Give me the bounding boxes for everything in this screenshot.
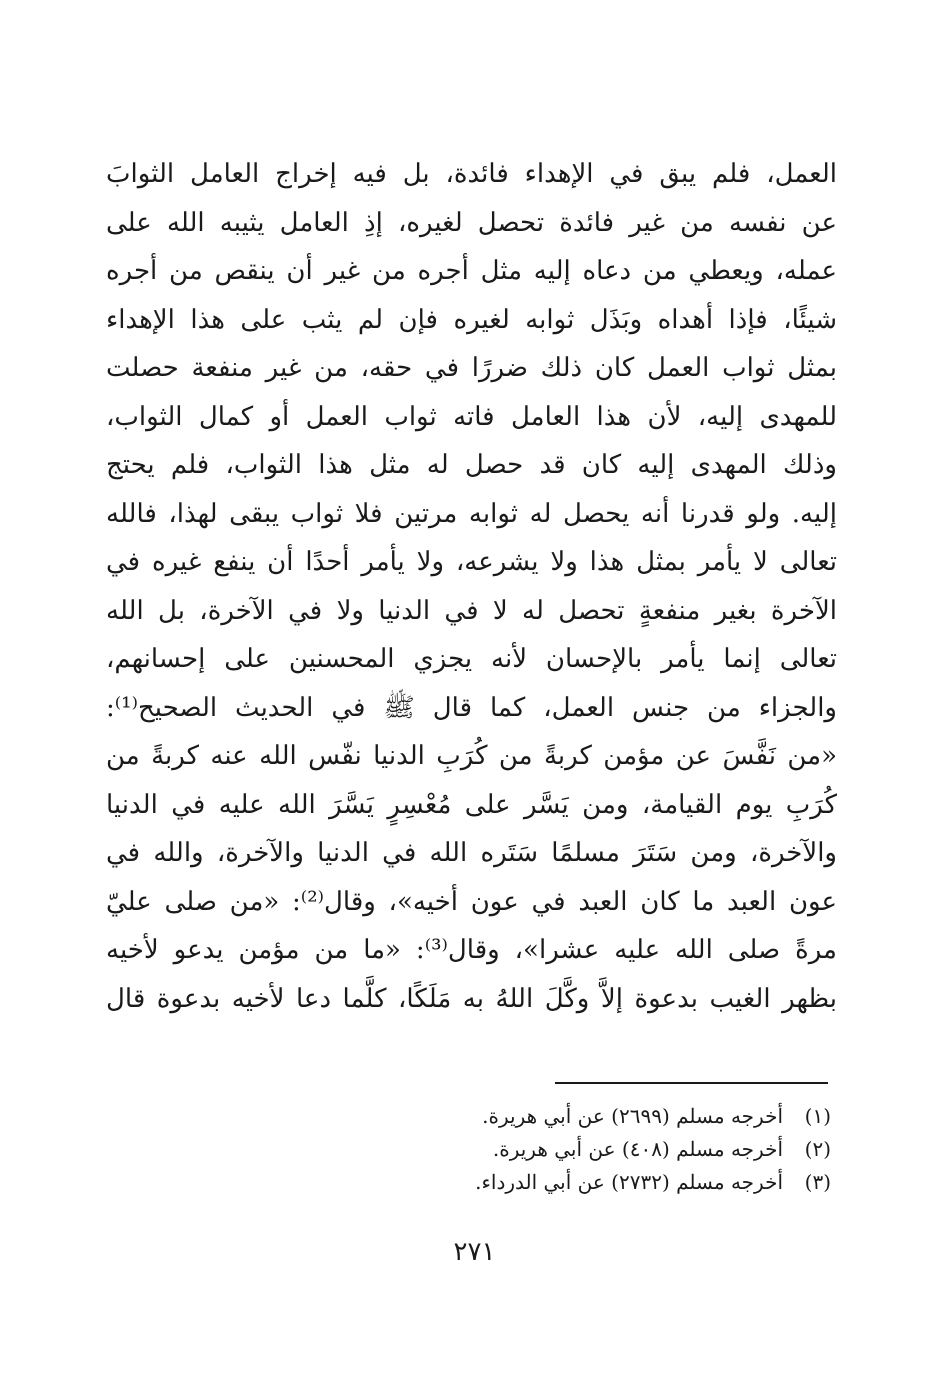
text-line-7: وذلك المهدى إليه كان قد حصل له مثل هذا الثواب، فلم يحتج [106, 450, 837, 480]
footnote-2-text: أخرجه مسلم (٤٠٨) عن أبي هريرة. [492, 1137, 783, 1161]
text-line-5: بمثل ثواب العمل كان ذلك ضررًا في حقه، من غير منفعة حصلت [106, 353, 837, 383]
text-line-12: والجزاء من جنس العمل، كما قال ﷺ في الحديث الصحيح⁽¹⁾: [106, 692, 837, 723]
footnote-3-text: أخرجه مسلم (٢٧٣٢) عن أبي الدرداء. [475, 1170, 783, 1194]
text-line-8: إليه. ولو قدرنا أنه يحصل له ثوابه مرتين فلا ثواب يبقى لهذا، فالله [106, 498, 837, 529]
footnote-1-number: (١) [804, 1104, 831, 1128]
text-line-6: للمهدى إليه، لأن هذا العامل فاته ثواب العمل أو كمال الثواب، [106, 401, 837, 432]
text-line-10: الآخرة بغير منفعةٍ تحصل له لا في الدنيا ولا في الآخرة، بل الله [106, 595, 837, 626]
text-line-13: «من نَفَّسَ عن مؤمن كربةً من كُرَبِ الدنيا نفّس الله عنه كربةً من [106, 741, 837, 771]
footnote-1-text: أخرجه مسلم (٢٦٩٩) عن أبي هريرة. [482, 1104, 783, 1128]
footnote-3 [331, 1166, 831, 1199]
footnote-1 [331, 1100, 831, 1133]
text-line-18: بظهر الغيب بدعوة إلاَّ وكَّلَ اللهُ به مَلَكًا، كلَّما دعا لأخيه بدعوة قال [106, 983, 837, 1014]
footnote-3-number: (٣) [804, 1170, 831, 1194]
text-line-3: عمله، ويعطي من دعاه إليه مثل أجره من غير أن ينقص من أجره [106, 256, 837, 286]
footnote-2-number: (٢) [804, 1137, 831, 1161]
footnote-2 [331, 1133, 831, 1166]
text-line-16: عون العبد ما كان العبد في عون أخيه»، وقال⁽²⁾: «من صلى عليّ [106, 886, 837, 917]
text-line-9: تعالى لا يأمر بمثل هذا ولا يشرعه، ولا يأمر أحدًا أن ينفع غيره في [106, 547, 837, 577]
main-text [106, 150, 837, 1023]
text-line-2: عن نفسه من غير فائدة تحصل لغيره، إذِ العامل يثيبه الله على [106, 207, 837, 238]
text-line-14: كُرَبِ يوم القيامة، ومن يَسَّر على مُعْسِرٍ يَسَّرَ الله عليه في الدنيا [106, 789, 837, 820]
text-line-17: مرةً صلى الله عليه عشرا»، وقال⁽³⁾: «ما من مؤمن يدعو لأخيه [106, 935, 837, 965]
footnote-separator [555, 1082, 828, 1084]
text-line-4: شيئًا، فإذا أهداه وبَذَل ثوابه لغيره فإن لم يثب على هذا الإهداء [106, 304, 837, 335]
text-line-11: تعالى إنما يأمر بالإحسان لأنه يجزي المحسنين على إحسانهم، [106, 644, 837, 674]
text-line-1: العمل، فلم يبق في الإهداء فائدة، بل فيه إخراج العامل الثوابَ [106, 159, 837, 189]
text-line-15: والآخرة، ومن سَتَرَ مسلمًا سَتَره الله في الدنيا والآخرة، والله في [106, 838, 837, 868]
footnotes [331, 1100, 831, 1199]
page-number: ٢٧١ [453, 1237, 496, 1267]
